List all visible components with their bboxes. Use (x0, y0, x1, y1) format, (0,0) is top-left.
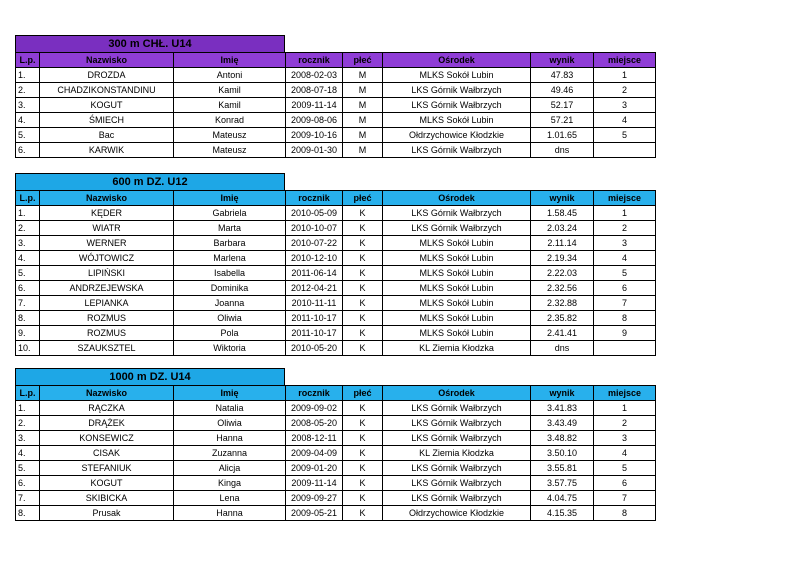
cell-club: MLKS Sokół Lubin (383, 296, 531, 311)
column-header-lp: L.p. (16, 386, 40, 401)
cell-first-name: Oliwia (174, 416, 286, 431)
table-row (16, 431, 656, 446)
cell-club: KL Ziemia Kłodzka (383, 446, 531, 461)
cell-club: MLKS Sokół Lubin (383, 266, 531, 281)
cell-place: 5 (594, 461, 656, 476)
cell-club: KL Ziemia Kłodzka (383, 341, 531, 356)
cell-sex: K (343, 341, 383, 356)
column-header-lp: L.p. (16, 53, 40, 68)
cell-first-name: Konrad (174, 113, 286, 128)
table-row (16, 491, 656, 506)
cell-surname: RĄCZKA (40, 401, 174, 416)
cell-result: 57.21 (531, 113, 594, 128)
cell-place: 5 (594, 266, 656, 281)
table-body (16, 68, 656, 158)
cell-first-name: Kamil (174, 98, 286, 113)
cell-lp: 1. (16, 206, 40, 221)
cell-birth-date: 2009-10-16 (286, 128, 343, 143)
cell-sex: K (343, 236, 383, 251)
cell-first-name: Oliwia (174, 311, 286, 326)
column-header-club: Ośrodek (383, 191, 531, 206)
table-row (16, 461, 656, 476)
cell-lp: 2. (16, 83, 40, 98)
column-header-birth-date: rocznik (286, 53, 343, 68)
cell-lp: 4. (16, 251, 40, 266)
cell-first-name: Kamil (174, 83, 286, 98)
cell-club: LKS Górnik Wałbrzych (383, 416, 531, 431)
results-table-1000m (15, 368, 655, 521)
cell-surname: KOGUT (40, 98, 174, 113)
cell-sex: M (343, 143, 383, 158)
cell-result: 49.46 (531, 83, 594, 98)
cell-result: dns (531, 341, 594, 356)
cell-sex: M (343, 113, 383, 128)
cell-lp: 6. (16, 476, 40, 491)
cell-surname: Prusak (40, 506, 174, 521)
cell-surname: WIATR (40, 221, 174, 236)
table-row (16, 206, 656, 221)
cell-result: 2.32.88 (531, 296, 594, 311)
cell-lp: 2. (16, 416, 40, 431)
cell-surname: LEPIANKA (40, 296, 174, 311)
table-row (16, 128, 656, 143)
cell-place: 3 (594, 98, 656, 113)
cell-place: 8 (594, 311, 656, 326)
column-header-lp: L.p. (16, 191, 40, 206)
header-row (16, 53, 656, 68)
cell-sex: M (343, 83, 383, 98)
table-row (16, 83, 656, 98)
cell-birth-date: 2009-09-02 (286, 401, 343, 416)
cell-result: 2.35.82 (531, 311, 594, 326)
column-header-club: Ośrodek (383, 53, 531, 68)
cell-first-name: Joanna (174, 296, 286, 311)
cell-sex: K (343, 311, 383, 326)
cell-surname: DRĄŻEK (40, 416, 174, 431)
cell-result: 2.32.56 (531, 281, 594, 296)
table-row (16, 341, 656, 356)
cell-lp: 8. (16, 311, 40, 326)
cell-result: 3.50.10 (531, 446, 594, 461)
cell-first-name: Hanna (174, 431, 286, 446)
cell-surname: ŚMIECH (40, 113, 174, 128)
cell-surname: CHADZIKONSTANDINU (40, 83, 174, 98)
table-row (16, 251, 656, 266)
table-row (16, 266, 656, 281)
cell-club: LKS Górnik Wałbrzych (383, 431, 531, 446)
table-body (16, 206, 656, 356)
cell-lp: 4. (16, 446, 40, 461)
cell-club: MLKS Sokół Lubin (383, 68, 531, 83)
cell-lp: 1. (16, 401, 40, 416)
column-header-place: miejsce (594, 191, 656, 206)
cell-surname: WÓJTOWICZ (40, 251, 174, 266)
cell-lp: 3. (16, 236, 40, 251)
cell-lp: 5. (16, 266, 40, 281)
column-header-place: miejsce (594, 53, 656, 68)
table-row (16, 143, 656, 158)
cell-place: 9 (594, 326, 656, 341)
cell-result: 3.43.49 (531, 416, 594, 431)
cell-place: 2 (594, 83, 656, 98)
cell-first-name: Kinga (174, 476, 286, 491)
cell-sex: K (343, 251, 383, 266)
table-title: 1000 m DZ. U14 (15, 368, 285, 385)
cell-result: 1.58.45 (531, 206, 594, 221)
cell-first-name: Marlena (174, 251, 286, 266)
cell-first-name: Alicja (174, 461, 286, 476)
cell-sex: K (343, 446, 383, 461)
results-table-300m (15, 35, 655, 158)
cell-birth-date: 2009-01-30 (286, 143, 343, 158)
cell-surname: KONSEWICZ (40, 431, 174, 446)
cell-first-name: Gabriela (174, 206, 286, 221)
cell-result: 47.83 (531, 68, 594, 83)
cell-club: LKS Górnik Wałbrzych (383, 83, 531, 98)
cell-lp: 3. (16, 431, 40, 446)
cell-club: LKS Górnik Wałbrzych (383, 221, 531, 236)
column-header-sex: płeć (343, 53, 383, 68)
cell-result: 2.41.41 (531, 326, 594, 341)
cell-sex: K (343, 206, 383, 221)
cell-surname: CISAK (40, 446, 174, 461)
cell-surname: ROZMUS (40, 326, 174, 341)
cell-sex: M (343, 68, 383, 83)
cell-result: 2.19.34 (531, 251, 594, 266)
column-header-surname: Nazwisko (40, 386, 174, 401)
cell-place: 1 (594, 401, 656, 416)
cell-place: 1 (594, 68, 656, 83)
column-header-place: miejsce (594, 386, 656, 401)
cell-lp: 10. (16, 341, 40, 356)
cell-club: MLKS Sokół Lubin (383, 113, 531, 128)
cell-sex: K (343, 296, 383, 311)
cell-club: MLKS Sokół Lubin (383, 251, 531, 266)
cell-lp: 6. (16, 143, 40, 158)
table-row (16, 446, 656, 461)
cell-birth-date: 2009-04-09 (286, 446, 343, 461)
cell-birth-date: 2008-05-20 (286, 416, 343, 431)
cell-surname: KĘDER (40, 206, 174, 221)
cell-result: 3.57.75 (531, 476, 594, 491)
column-header-first-name: Imię (174, 386, 286, 401)
cell-club: LKS Górnik Wałbrzych (383, 476, 531, 491)
cell-first-name: Marta (174, 221, 286, 236)
cell-result: 2.22.03 (531, 266, 594, 281)
table-row (16, 311, 656, 326)
cell-place: 3 (594, 431, 656, 446)
cell-place: 6 (594, 476, 656, 491)
cell-lp: 2. (16, 221, 40, 236)
cell-place (594, 143, 656, 158)
cell-result: dns (531, 143, 594, 158)
table-row (16, 221, 656, 236)
cell-first-name: Lena (174, 491, 286, 506)
cell-place: 7 (594, 296, 656, 311)
cell-birth-date: 2008-02-03 (286, 68, 343, 83)
cell-result: 4.04.75 (531, 491, 594, 506)
column-header-first-name: Imię (174, 53, 286, 68)
cell-sex: K (343, 416, 383, 431)
cell-place: 6 (594, 281, 656, 296)
cell-surname: ROZMUS (40, 311, 174, 326)
column-header-birth-date: rocznik (286, 191, 343, 206)
cell-birth-date: 2010-10-07 (286, 221, 343, 236)
results-table (15, 190, 656, 356)
cell-birth-date: 2009-08-06 (286, 113, 343, 128)
cell-birth-date: 2009-11-14 (286, 98, 343, 113)
cell-first-name: Pola (174, 326, 286, 341)
cell-birth-date: 2009-11-14 (286, 476, 343, 491)
column-header-surname: Nazwisko (40, 53, 174, 68)
cell-lp: 6. (16, 281, 40, 296)
cell-birth-date: 2010-12-10 (286, 251, 343, 266)
cell-place: 1 (594, 206, 656, 221)
table-row (16, 98, 656, 113)
cell-first-name: Mateusz (174, 143, 286, 158)
cell-place: 4 (594, 251, 656, 266)
cell-first-name: Zuzanna (174, 446, 286, 461)
cell-first-name: Dominika (174, 281, 286, 296)
cell-result: 1.01.65 (531, 128, 594, 143)
cell-lp: 5. (16, 461, 40, 476)
cell-club: Ołdrzychowice Kłodzkie (383, 128, 531, 143)
cell-place: 7 (594, 491, 656, 506)
cell-result: 2.03.24 (531, 221, 594, 236)
cell-surname: DROZDA (40, 68, 174, 83)
column-header-first-name: Imię (174, 191, 286, 206)
cell-lp: 5. (16, 128, 40, 143)
cell-lp: 3. (16, 98, 40, 113)
cell-club: LKS Górnik Wałbrzych (383, 491, 531, 506)
table-row (16, 401, 656, 416)
table-row (16, 113, 656, 128)
table-title: 300 m CHŁ. U14 (15, 35, 285, 52)
cell-sex: M (343, 98, 383, 113)
cell-birth-date: 2010-05-09 (286, 206, 343, 221)
cell-birth-date: 2010-07-22 (286, 236, 343, 251)
cell-place: 4 (594, 113, 656, 128)
table-row (16, 68, 656, 83)
cell-birth-date: 2010-11-11 (286, 296, 343, 311)
cell-result: 3.41.83 (531, 401, 594, 416)
cell-birth-date: 2011-10-17 (286, 311, 343, 326)
table-row (16, 326, 656, 341)
cell-birth-date: 2008-07-18 (286, 83, 343, 98)
cell-place: 5 (594, 128, 656, 143)
cell-sex: K (343, 221, 383, 236)
cell-birth-date: 2009-05-21 (286, 506, 343, 521)
cell-club: MLKS Sokół Lubin (383, 311, 531, 326)
cell-first-name: Antoni (174, 68, 286, 83)
column-header-sex: płeć (343, 386, 383, 401)
cell-surname: KARWIK (40, 143, 174, 158)
cell-sex: K (343, 266, 383, 281)
column-header-result: wynik (531, 386, 594, 401)
cell-place (594, 341, 656, 356)
cell-lp: 8. (16, 506, 40, 521)
results-table-600m (15, 173, 655, 356)
cell-first-name: Wiktoria (174, 341, 286, 356)
cell-sex: K (343, 476, 383, 491)
cell-club: LKS Górnik Wałbrzych (383, 206, 531, 221)
table-row (16, 476, 656, 491)
cell-club: MLKS Sokół Lubin (383, 236, 531, 251)
cell-result: 2.11.14 (531, 236, 594, 251)
column-header-sex: płeć (343, 191, 383, 206)
cell-place: 8 (594, 506, 656, 521)
cell-lp: 4. (16, 113, 40, 128)
cell-surname: STEFANIUK (40, 461, 174, 476)
table-row (16, 236, 656, 251)
column-header-club: Ośrodek (383, 386, 531, 401)
cell-sex: K (343, 281, 383, 296)
cell-result: 4.15.35 (531, 506, 594, 521)
cell-club: LKS Górnik Wałbrzych (383, 401, 531, 416)
cell-first-name: Hanna (174, 506, 286, 521)
cell-surname: KOGUT (40, 476, 174, 491)
cell-birth-date: 2010-05-20 (286, 341, 343, 356)
cell-club: MLKS Sokół Lubin (383, 326, 531, 341)
cell-birth-date: 2009-09-27 (286, 491, 343, 506)
cell-club: LKS Górnik Wałbrzych (383, 98, 531, 113)
cell-place: 2 (594, 416, 656, 431)
cell-result: 3.48.82 (531, 431, 594, 446)
cell-sex: K (343, 326, 383, 341)
table-row (16, 416, 656, 431)
table-row (16, 296, 656, 311)
cell-lp: 7. (16, 296, 40, 311)
cell-surname: SZAUKSZTEL (40, 341, 174, 356)
cell-birth-date: 2012-04-21 (286, 281, 343, 296)
table-row (16, 281, 656, 296)
column-header-surname: Nazwisko (40, 191, 174, 206)
cell-sex: K (343, 461, 383, 476)
header-row (16, 191, 656, 206)
cell-surname: ANDRZEJEWSKA (40, 281, 174, 296)
cell-birth-date: 2009-01-20 (286, 461, 343, 476)
column-header-birth-date: rocznik (286, 386, 343, 401)
cell-sex: K (343, 401, 383, 416)
cell-surname: LIPIŃSKI (40, 266, 174, 281)
cell-club: MLKS Sokół Lubin (383, 281, 531, 296)
cell-place: 3 (594, 236, 656, 251)
table-row (16, 506, 656, 521)
cell-club: Ołdrzychowice Kłodzkie (383, 506, 531, 521)
cell-first-name: Isabella (174, 266, 286, 281)
cell-birth-date: 2011-10-17 (286, 326, 343, 341)
cell-first-name: Barbara (174, 236, 286, 251)
cell-birth-date: 2011-06-14 (286, 266, 343, 281)
cell-first-name: Natalia (174, 401, 286, 416)
cell-surname: Bac (40, 128, 174, 143)
column-header-result: wynik (531, 53, 594, 68)
cell-club: LKS Górnik Wałbrzych (383, 461, 531, 476)
cell-sex: K (343, 431, 383, 446)
results-table (15, 385, 656, 521)
results-table (15, 52, 656, 158)
table-body (16, 401, 656, 521)
cell-surname: WERNER (40, 236, 174, 251)
cell-sex: K (343, 491, 383, 506)
cell-place: 4 (594, 446, 656, 461)
cell-lp: 1. (16, 68, 40, 83)
cell-lp: 7. (16, 491, 40, 506)
cell-sex: M (343, 128, 383, 143)
cell-club: LKS Górnik Wałbrzych (383, 143, 531, 158)
cell-result: 52.17 (531, 98, 594, 113)
cell-result: 3.55.81 (531, 461, 594, 476)
cell-birth-date: 2008-12-11 (286, 431, 343, 446)
cell-lp: 9. (16, 326, 40, 341)
cell-surname: SKIBICKA (40, 491, 174, 506)
column-header-result: wynik (531, 191, 594, 206)
table-title: 600 m DZ. U12 (15, 173, 285, 190)
cell-sex: K (343, 506, 383, 521)
cell-place: 2 (594, 221, 656, 236)
cell-first-name: Mateusz (174, 128, 286, 143)
header-row (16, 386, 656, 401)
